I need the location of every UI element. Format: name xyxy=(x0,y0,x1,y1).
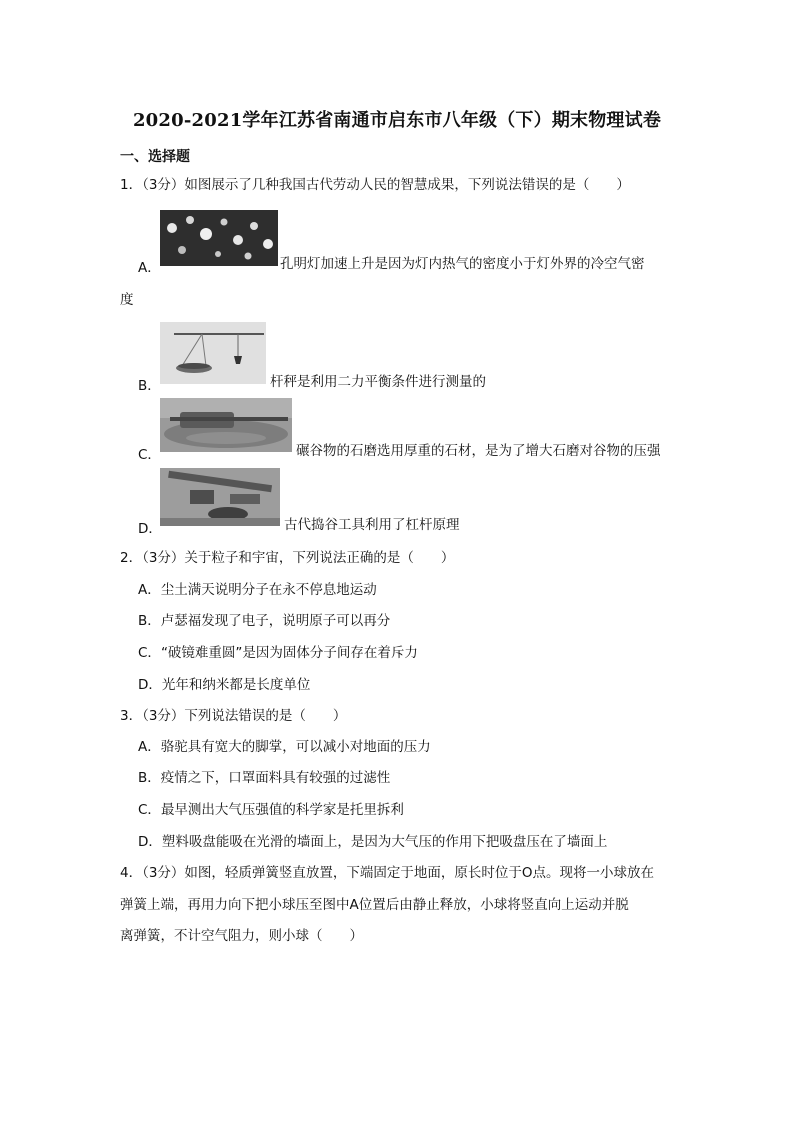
question-3-stem: 3．（3分）下列说法错误的是（ ） xyxy=(120,708,347,724)
option-text: 杆秤是利用二力平衡条件进行测量的 xyxy=(270,374,486,390)
option-text: 古代捣谷工具利用了杠杆原理 xyxy=(284,517,460,533)
option-letter: D． xyxy=(138,521,162,537)
millstone-photo xyxy=(160,398,292,452)
option-line: D．光年和纳米都是长度单位 xyxy=(138,677,311,693)
question-1-stem: 1．（3分）如图展示了几种我国古代劳动人民的智慧成果，下列说法错误的是（ ） xyxy=(120,177,630,193)
option-line: C．最早测出大气压强值的科学家是托里拆利 xyxy=(138,802,404,818)
option-text: 孔明灯加速上升是因为灯内热气的密度小于灯外界的冷空气密 xyxy=(280,256,645,272)
option-line: A．尘土满天说明分子在永不停息地运动 xyxy=(138,582,377,598)
section-heading: 一、选择题 xyxy=(120,149,190,165)
question-4-stem-line: 4．（3分）如图，轻质弹簧竖直放置，下端固定于地面，原长时位于O点。现将一小球放在 xyxy=(120,865,655,881)
question-2-stem: 2．（3分）关于粒子和宇宙，下列说法正确的是（ ） xyxy=(120,550,455,566)
kongming-lanterns-photo xyxy=(160,210,278,266)
option-text: 碾谷物的石磨选用厚重的石材，是为了增大石磨对谷物的压强 xyxy=(296,443,661,459)
option-line: D．塑料吸盘能吸在光滑的墙面上，是因为大气压的作用下把吸盘压在了墙面上 xyxy=(138,834,608,850)
option-line: C．“破镜难重圆”是因为固体分子间存在着斥力 xyxy=(138,645,418,661)
option-line: A．骆驼具有宽大的脚掌，可以减小对地面的压力 xyxy=(138,739,431,755)
page-title: 2020-2021学年江苏省南通市启东市八年级（下）期末物理试卷 xyxy=(132,110,662,131)
question-4-stem-line: 弹簧上端，再用力向下把小球压至图中A位置后由静止释放，小球将竖直向上运动并脱 xyxy=(120,897,629,913)
option-text-continued: 度 xyxy=(120,292,134,308)
option-line: B．疫情之下，口罩面料具有较强的过滤性 xyxy=(138,770,391,786)
grain-pounder-photo xyxy=(160,468,280,526)
option-letter: A． xyxy=(138,260,161,276)
option-letter: C． xyxy=(138,447,161,463)
option-line: B．卢瑟福发现了电子，说明原子可以再分 xyxy=(138,613,391,629)
question-4-stem-line: 离弹簧，不计空气阻力，则小球（ ） xyxy=(120,928,363,944)
steelyard-photo xyxy=(160,322,266,384)
option-letter: B． xyxy=(138,378,161,394)
